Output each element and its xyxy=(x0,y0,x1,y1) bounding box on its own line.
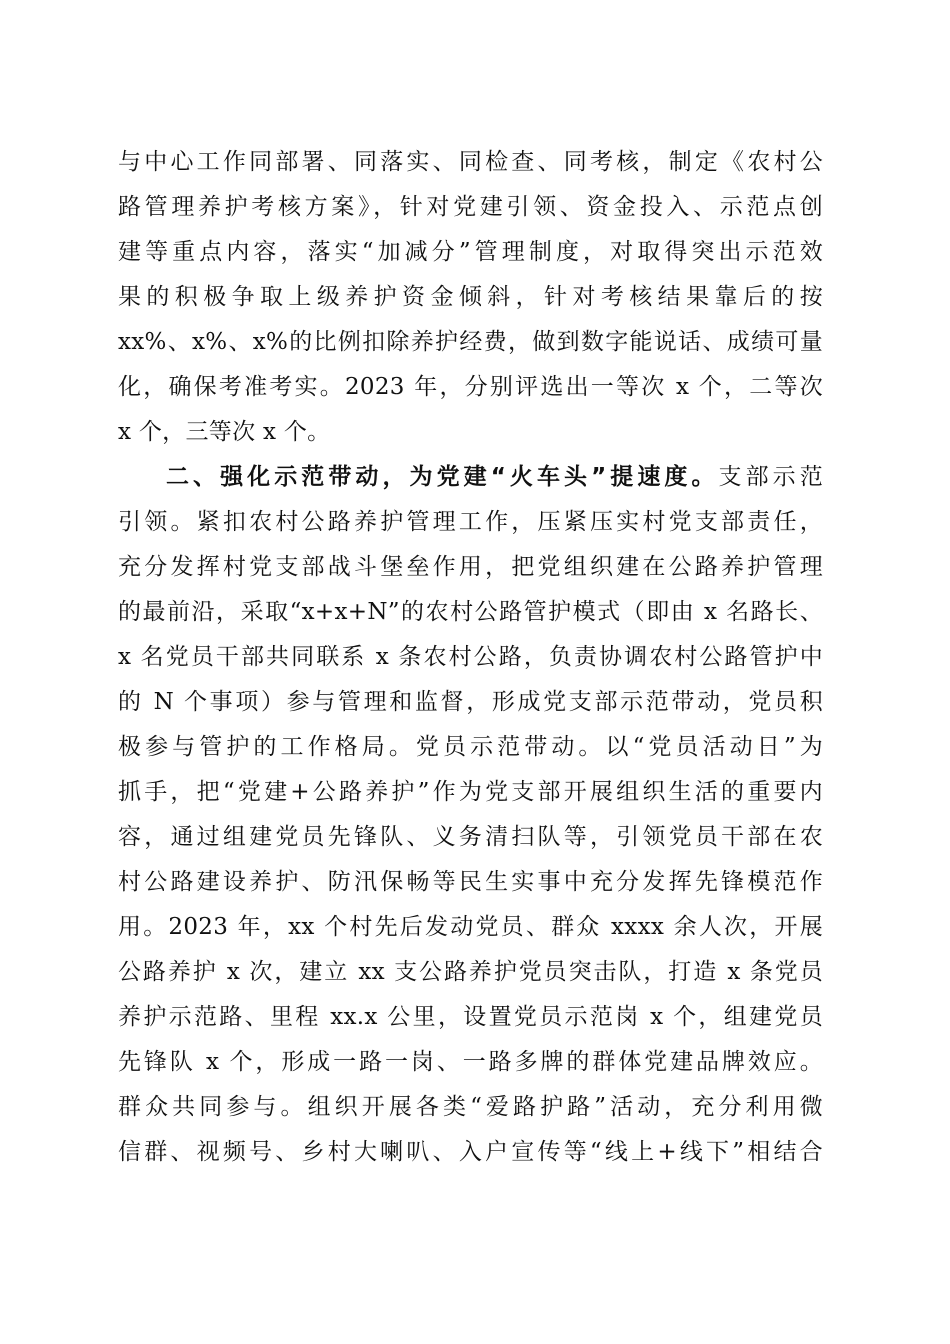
paragraph-2-line-8: 抓手，把“党建+公路养护”作为党支部开展组织生活的重要内 xyxy=(118,779,823,805)
paragraph-1-line-6: 化，确保考准考实。2023 年，分别评选出一等次 x 个，二等次 xyxy=(118,374,823,400)
paragraph-2-line-6: 的 N 个事项）参与管理和监督，形成党支部示范带动，党员积 xyxy=(118,689,823,715)
paragraph-2-line-2: 引领。紧扣农村公路养护管理工作，压紧压实村党支部责任， xyxy=(118,509,823,535)
paragraph-2-line-12: 公路养护 x 次，建立 xx 支公路养护党员突击队，打造 x 条党员 xyxy=(118,959,823,985)
paragraph-2-line-3: 充分发挥村党支部战斗堡垒作用，把党组织建在公路养护管理 xyxy=(118,554,823,580)
paragraph-1-line-4: 果的积极争取上级养护资金倾斜，针对考核结果靠后的按 xyxy=(118,284,823,310)
paragraph-2-line-9: 容，通过组建党员先锋队、义务清扫队等，引领党员干部在农 xyxy=(118,824,823,850)
paragraph-2-line-15: 群众共同参与。组织开展各类“爱路护路”活动，充分利用微 xyxy=(118,1094,823,1120)
paragraph-1-line-7: x 个，三等次 x 个。 xyxy=(118,419,331,445)
paragraph-1-line-2: 路管理养护考核方案》，针对党建引领、资金投入、示范点创 xyxy=(118,194,823,220)
paragraph-1-line-1: 与中心工作同部署、同落实、同检查、同考核，制定《农村公 xyxy=(118,149,823,175)
paragraph-2-line-11: 用。2023 年，xx 个村先后发动党员、群众 xxxx 余人次，开展 xyxy=(118,914,823,940)
paragraph-2-line-14: 先锋队 x 个，形成一路一岗、一路多牌的群体党建品牌效应。 xyxy=(118,1049,823,1075)
paragraph-2-line-16: 信群、视频号、乡村大喇叭、入户宣传等“线上+线下”相结合 xyxy=(118,1139,823,1165)
paragraph-2-line-13: 养护示范路、里程 xx.x 公里，设置党员示范岗 x 个，组建党员 xyxy=(118,1004,823,1030)
paragraph-2-line-4: 的最前沿，采取“x+x+N”的农村公路管护模式（即由 x 名路长、 xyxy=(118,599,823,625)
paragraph-1-line-5: xx%、x%、x%的比例扣除养护经费，做到数字能说话、成绩可量 xyxy=(118,329,823,355)
paragraph-2-line-1-rest: 支部示范 xyxy=(718,464,823,490)
paragraph-1-line-3: 建等重点内容，落实“加减分”管理制度，对取得突出示范效 xyxy=(118,239,823,265)
paragraph-2-line-1 xyxy=(166,459,823,495)
paragraph-2-line-7: 极参与管护的工作格局。党员示范带动。以“党员活动日”为 xyxy=(118,734,823,760)
paragraph-2-line-10: 村公路建设养护、防汛保畅等民生实事中充分发挥先锋模范作 xyxy=(118,869,823,895)
section-heading: 二、强化示范带动，为党建“火车头”提速度。 xyxy=(166,464,719,490)
paragraph-2-line-5: x 名党员干部共同联系 x 条农村公路，负责协调农村公路管护中 xyxy=(118,644,823,670)
